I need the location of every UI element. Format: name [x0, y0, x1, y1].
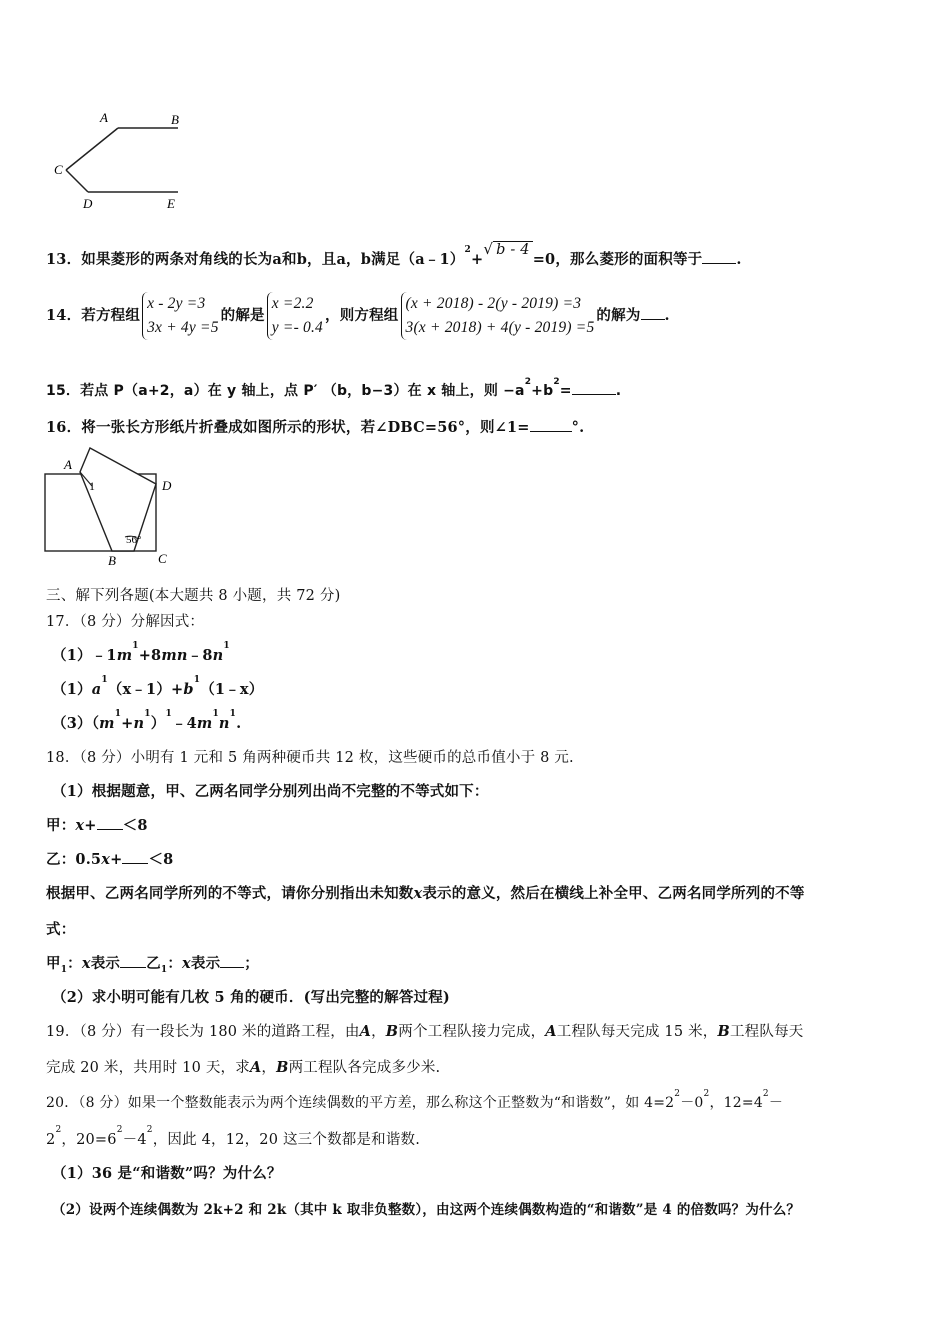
x2: x: [182, 955, 191, 972]
q13-sqrt-content: b - 4: [493, 241, 533, 258]
inst-x: x: [413, 885, 423, 902]
q13-text2: 和: [282, 251, 297, 268]
q19-A2: A: [545, 1023, 557, 1040]
q20-m1: －0: [680, 1095, 704, 1111]
q16-end: °.: [571, 419, 585, 436]
q19-comma2: ，: [261, 1060, 277, 1076]
q13-answer-blank[interactable]: [702, 251, 736, 264]
q17-p3-n: n: [133, 715, 145, 732]
q17-p1-minus: ﹣8: [187, 647, 213, 664]
jia-plus: +: [84, 817, 97, 834]
jia-blank[interactable]: [97, 817, 123, 830]
q13-end: .: [736, 251, 742, 268]
q13-a: a: [272, 251, 282, 268]
angle-56-label: 56°: [126, 534, 142, 546]
q17-p2-a: a: [91, 681, 102, 698]
q18-title: 18．（8 分）小明有 1 元和 5 角两种硬币共 12 枚，这些硬币的总币值小于 8 元.: [46, 750, 574, 766]
q19-l1d: 工程队每天: [729, 1024, 804, 1040]
q14-text1: 若方程组: [81, 307, 141, 324]
q18-instruction: [46, 882, 805, 903]
jia-x: x: [75, 817, 85, 834]
q15-answer-blank[interactable]: [572, 382, 616, 395]
q18-part2: （2）求小明可能有几枚 5 角的硬币．(写出完整的解答过程): [52, 989, 450, 1006]
q19-l1b: 两个工程队接力完成，: [398, 1024, 546, 1040]
q17-p3-exp4: 1: [212, 709, 219, 719]
q20-l2a: 2: [46, 1132, 56, 1148]
q19-A1: A: [359, 1023, 372, 1040]
q18-meaning: [46, 952, 259, 975]
q20-l2c: －4: [122, 1132, 147, 1148]
q14-number: 14．: [46, 307, 82, 324]
q17-p2-exp1: 1: [101, 675, 108, 685]
q19-comma1: ，: [371, 1024, 386, 1040]
q17-p1-plus: +8: [138, 647, 162, 664]
q17-p3-exp3: 1: [165, 709, 172, 719]
folded-paper-figure: [42, 446, 182, 568]
q17-p1-m: m: [116, 647, 133, 664]
q16-answer-blank[interactable]: [530, 419, 572, 432]
q17-p3-m: m: [99, 715, 115, 732]
yi1-blank[interactable]: [220, 955, 244, 968]
sys2-row2: y =- 0.4: [271, 319, 323, 336]
show1: 表示: [90, 955, 121, 972]
yi-lt: ＜8: [148, 851, 174, 868]
q16-text: 16．将一张长方形纸片折叠成如图所示的形状，若∠DBC=56°，则∠1=: [46, 419, 530, 436]
q19-B2: B: [717, 1023, 730, 1040]
q20-l2d: ，因此 4，12，20 这三个数都是和谐数.: [152, 1132, 421, 1148]
q18-yi: [46, 848, 173, 869]
question-15: [46, 377, 622, 400]
q20-l1: 20．（8 分）如果一个整数能表示为两个连续偶数的平方差，那么称这个正整数为“和谐数”，如 4=2: [46, 1095, 675, 1111]
q17-p3-paren: ）: [150, 715, 166, 732]
sys1-row1: x - 2y =3: [147, 295, 206, 312]
q17-p3-exp2: 1: [144, 709, 151, 719]
q13-number: 13．: [46, 251, 82, 268]
question-14: [46, 292, 670, 340]
q20-part2: （2）设两个连续偶数为 2k+2 和 2k（其中 k 取非负整数），由这两个连续偶数构造的“和谐数”是 4 的倍数吗？为什么？: [52, 1202, 801, 1218]
q17-p1-label: （1）﹣1: [52, 647, 117, 664]
question-13: [46, 240, 742, 269]
colon1: ：: [67, 955, 82, 972]
yi-x: x: [101, 851, 111, 868]
q15-sup1: 2: [524, 377, 532, 387]
q19-line2: [46, 1056, 440, 1077]
q20-line1: [46, 1089, 784, 1112]
q17-part1: [52, 641, 230, 665]
q15-text: 15．若点 P（a+2，a）在 y 轴上，点 P′ （b，b−3）在 x 轴上，则 −a: [46, 383, 525, 399]
q19-l1c: 工程队每天完成 15 米，: [556, 1024, 718, 1040]
angle-figure: [48, 108, 198, 218]
q17-p2-label: （1）: [52, 681, 92, 698]
q18-instruction-cont: 式：: [46, 921, 76, 938]
q14-answer-blank[interactable]: [641, 307, 665, 320]
q17-p1-mn: mn: [161, 647, 188, 664]
q20-s2: 2: [703, 1089, 710, 1099]
q17-p3-m2: m: [196, 715, 213, 732]
q17-p2-end: （1﹣x）: [200, 681, 264, 698]
q18-part1: （1）根据题意，甲、乙两名同学分别列出尚不完整的不等式如下：: [52, 783, 489, 800]
q18-jia: [46, 814, 148, 835]
q15-mid: +b: [531, 383, 554, 399]
label-A: A: [100, 110, 108, 125]
section-3-heading: 三、解下列各题(本大题共 8 小题，共 72 分): [46, 588, 341, 604]
q17-p3-minus: ﹣4: [171, 715, 197, 732]
label-D: D: [162, 478, 172, 493]
label-D: D: [83, 196, 93, 211]
q17-p3-exp5: 1: [229, 709, 237, 719]
q17-part3: [52, 709, 242, 733]
inst-text2: 表示的意义，然后在横线上补全甲、乙两名同学所列的不等: [422, 885, 805, 902]
label-B: B: [108, 553, 116, 568]
colon2: ：: [167, 955, 183, 972]
q17-p3-exp1: 1: [114, 709, 122, 719]
sqrt-icon: √: [483, 240, 494, 258]
q19-A3: A: [249, 1059, 262, 1076]
q17-p1-n: n: [212, 647, 224, 664]
q20-line2: [46, 1125, 421, 1149]
yi-label: 乙：0.5: [46, 851, 102, 868]
jia-lt: ＜8: [122, 817, 148, 834]
q14-system-2: [267, 292, 323, 340]
q13-text3: ，且: [307, 251, 337, 268]
q17-p3-plus: +: [121, 715, 134, 732]
x1: x: [81, 955, 91, 972]
angle-1-label: 1: [89, 479, 95, 493]
q17-p1-exp2: 1: [223, 641, 230, 651]
q14-text4: 的解为: [596, 307, 641, 324]
q15-sup2: 2: [553, 377, 560, 387]
q20-part1: （1）36 是“和谐数”吗？为什么？: [52, 1165, 282, 1182]
q19-B1: B: [385, 1023, 399, 1040]
inst-text1: 根据甲、乙两名同学所列的不等式，请你分别指出未知数: [46, 885, 414, 902]
q14-system-1: [142, 292, 219, 340]
q20-s4: 2: [55, 1125, 62, 1135]
jia-label: 甲：: [46, 817, 76, 834]
q19-B3: B: [276, 1059, 289, 1076]
label-A: A: [64, 457, 72, 472]
q17-p2-b: b: [183, 681, 194, 698]
q14-text3: ，则方程组: [325, 307, 399, 324]
q20-s6: 2: [146, 1125, 153, 1135]
jia1: 甲: [46, 955, 61, 972]
q13-text1: 如果菱形的两条对角线的长为: [81, 251, 273, 268]
q20-s5: 2: [116, 1125, 123, 1135]
q19-line1: [46, 1020, 803, 1041]
q13-exp: 2: [464, 245, 471, 255]
yi-blank[interactable]: [122, 851, 148, 864]
label-E: E: [167, 196, 175, 211]
q20-l2b: ，20=6: [61, 1132, 117, 1148]
label-C: C: [54, 162, 63, 177]
q15-tail: =: [559, 383, 572, 399]
q17-p1-exp1: 1: [132, 641, 139, 651]
q14-text2: 的解是: [220, 307, 265, 324]
q17-p2-mid: （x﹣1）+: [107, 681, 184, 698]
q13-b: b: [296, 251, 308, 268]
sys3-row2: 3(x + 2018) + 4(y - 2019) =5: [405, 319, 595, 336]
jia1-blank[interactable]: [120, 955, 146, 968]
q19-l2a: 完成 20 米，共用时 10 天，求: [46, 1060, 250, 1076]
q17-p3-n2: n: [218, 715, 230, 732]
jia1-sub: 1: [60, 964, 68, 975]
q17-p3-label: （3）（: [52, 715, 100, 732]
sys3-row1: (x + 2018) - 2(y - 2019) =3: [405, 295, 582, 312]
q17-p2-exp2: 1: [193, 675, 201, 685]
q19-l1a: 19．（8 分）有一段长为 180 米的道路工程，由: [46, 1024, 360, 1040]
q13-text5: 满足（a﹣1）: [371, 251, 465, 268]
label-C: C: [158, 551, 167, 566]
q17-p3-end: .: [236, 715, 242, 732]
q13-text6: =0，那么菱形的面积等于: [532, 251, 703, 268]
q20-s3: 2: [762, 1089, 769, 1099]
label-B: B: [171, 112, 179, 127]
q13-plus: +: [470, 251, 484, 268]
q20-s1: 2: [674, 1089, 681, 1099]
q17-part2: [52, 675, 264, 699]
q14-system-3: [401, 292, 595, 340]
sys2-row1: x =2.2: [271, 295, 314, 312]
yi-plus: +: [110, 851, 123, 868]
q20-m2: ，12=4: [709, 1095, 763, 1111]
yi1-sub: 1: [160, 964, 168, 975]
semi: ；: [244, 955, 259, 972]
yi1: 乙: [146, 955, 161, 972]
sys1-row2: 3x + 4y =5: [147, 319, 219, 336]
q13-text4: a，b: [336, 251, 372, 268]
q15-end: .: [615, 383, 622, 399]
show2: 表示: [190, 955, 221, 972]
q14-end: .: [664, 307, 670, 324]
q19-l2b: 两工程队各完成多少米.: [288, 1060, 441, 1076]
q20-m3: －: [768, 1095, 784, 1111]
question-16: [46, 416, 584, 437]
q17-title: 17．（8 分）分解因式：: [46, 614, 205, 630]
